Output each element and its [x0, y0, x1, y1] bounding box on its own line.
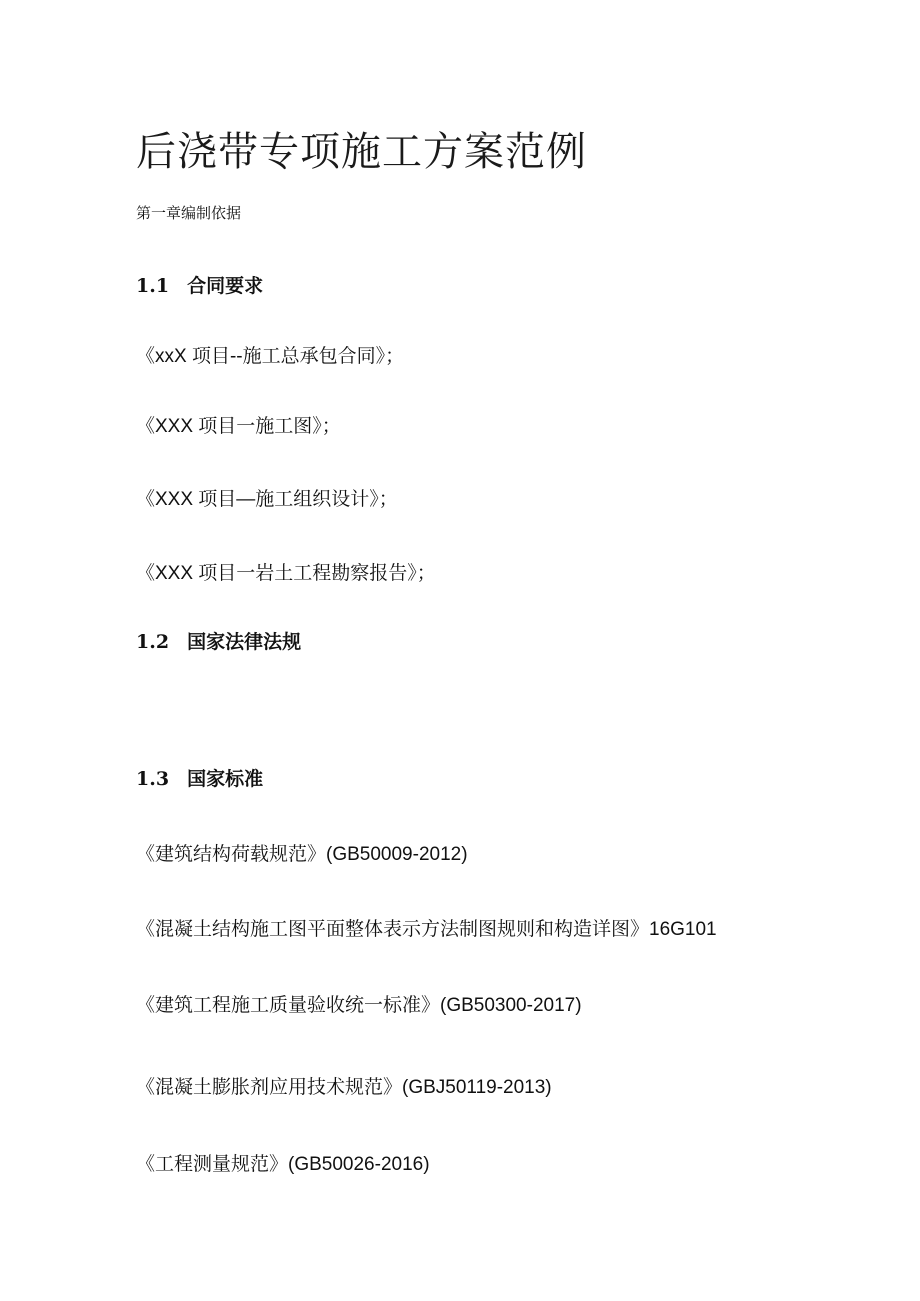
reference-item: 《建筑结构荷载规范》(GB50009-2012)	[136, 844, 468, 865]
section-heading-1-1	[136, 277, 263, 296]
chapter-heading: 第一章编制依据	[136, 204, 242, 222]
section-heading-1-2	[136, 633, 301, 652]
section-number: 1.1	[136, 275, 170, 297]
section-title: 国家法律法规	[187, 631, 302, 653]
reference-item: 《xxX 项目--施工总承包合同》；	[136, 346, 405, 367]
document-title: 后浇带专项施工方案范例	[136, 129, 587, 175]
section-title: 合同要求	[187, 275, 264, 297]
reference-item: 《XXX 项目一施工图》；	[136, 416, 341, 437]
reference-item: 《混凝土膨胀剂应用技术规范》(GBJ50119-2013)	[136, 1077, 552, 1098]
reference-item: 《XXX 项目—施工组织设计》；	[136, 489, 398, 510]
reference-item: 《混凝土结构施工图平面整体表示方法制图规则和构造详图》16G101	[136, 919, 717, 940]
section-heading-1-3	[136, 770, 263, 789]
section-title: 国家标准	[187, 768, 264, 790]
reference-item: 《XXX 项目一岩土工程勘察报告》；	[136, 563, 436, 584]
section-number: 1.2	[136, 631, 170, 653]
section-number: 1.3	[136, 768, 170, 790]
reference-item: 《工程测量规范》(GB50026-2016)	[136, 1154, 430, 1175]
reference-item: 《建筑工程施工质量验收统一标准》(GB50300-2017)	[136, 995, 582, 1016]
